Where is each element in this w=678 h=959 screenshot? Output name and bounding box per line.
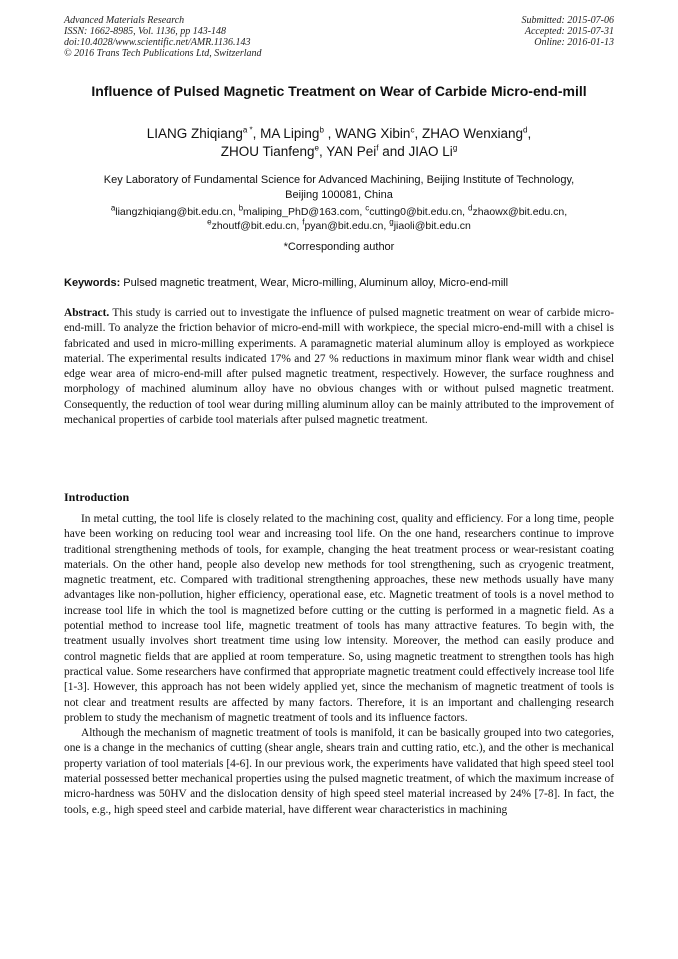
journal-issn: ISSN: 1662-8985, Vol. 1136, pp 143-148: [64, 26, 227, 37]
keywords: [64, 276, 614, 290]
email-mark: a: [110, 203, 116, 213]
author-separator: ,: [527, 126, 532, 141]
keywords-text: Pulsed magnetic treatment, Wear, Micro-milling, Aluminum alloy, Micro-end-mill: [120, 277, 509, 289]
author-mark: g: [452, 143, 458, 153]
abstract-label: Abstract.: [64, 307, 110, 319]
author-name: WANG Xibin: [335, 126, 411, 141]
author-separator: ,: [318, 144, 327, 159]
author-separator: ,: [252, 126, 261, 141]
author-emails: [40, 205, 638, 233]
email-address[interactable]: zhoutf@bit.edu.cn,: [211, 220, 303, 232]
email-address[interactable]: zhaowx@bit.edu.cn,: [472, 206, 568, 218]
author-separator: ,: [414, 126, 422, 141]
email-address[interactable]: jiaoli@bit.edu.cn: [393, 220, 471, 232]
email-mark: c: [365, 203, 370, 213]
journal-info: [64, 15, 262, 59]
corresponding-author-note: *Corresponding author: [283, 241, 395, 253]
online-date: Online: 2016-01-13: [534, 37, 614, 48]
keywords-label: Keywords:: [64, 277, 121, 289]
intro-paragraph: In metal cutting, the tool life is closely related to the machining cost, quality and efficiency. For a long time, people have been working on reducing tool wear and increasing tool life. On the one hand, researchers continue to improve traditional strengthening methods of tools, for example, changing the heat treatment process or wear-resistant coating materials. On the other hand, people also develop new methods for tool strengthening, such as cryogenic treatment, magnetic treatment, etc. Compared with traditional strengthening approaches, these new methods usually have many advantages like non-pollution, higher efficiency, operational ease, etc. Magnetic treatment of tools is a novel method to increase tool life in which the tool is magnetized before cutting or the cutting is performed in a magnetic field. As a potential method to increase tool life, magnetic treatment of tools has many attractive features. To begin with, the treatment usually involves short treatment time using low intensity. Moreover, the method can easily produce and control magnetic fields that are applied at room temperature. So, using magnetic treatment to strengthen tools has high practical value. Some researchers have confirmed that appropriate magnetic treatment could effectively increase tool life [1-3]. However, this approach has not been widely applied yet, since the mechanism of magnetic treatment of tools is not clear and treatment results are affected by many factors. Therefore, it is an important and challenging research problem to study the mechanism of magnetic treatment of tools and its influence factors.: [64, 513, 614, 724]
author-mark: e: [314, 143, 319, 153]
email-address[interactable]: cutting0@bit.edu.cn,: [369, 206, 468, 218]
author-list: [60, 125, 618, 161]
author-separator: ,: [323, 126, 336, 141]
author-mark: f: [376, 143, 379, 153]
author-name: ZHAO Wenxiang: [421, 126, 523, 141]
accepted-date: Accepted: 2015-07-31: [524, 26, 614, 37]
email-mark: e: [207, 217, 212, 227]
journal-copyright: © 2016 Trans Tech Publications Ltd, Switzerland: [64, 48, 262, 59]
author-name: ZHOU Tianfeng: [220, 144, 315, 159]
affiliation: [60, 173, 618, 203]
paper-title: Influence of Pulsed Magnetic Treatment on Wear of Carbide Micro-end-mill: [91, 83, 587, 99]
abstract: [64, 306, 614, 428]
intro-paragraph: Although the mechanism of magnetic treatment of tools is manifold, it can be basically grouped into two categories, one is a change in the mechanics of cutting (shear angle, shears train and cutting ratio, etc.), and the other is mechanical property variation of tool materials [4-6]. In our previous work, the experiments have validated that high speed steel tool material possessed better mechanical properties using the pulsed magnetic treatment, of which the maximum increase of micro-hardness was 50HV and the dislocation density of high speed steel material increased by 24% [7-8]. In fact, the tools, e.g., high speed steel and carbide material, have different wear characteristics in machining: [64, 727, 614, 816]
email-mark: d: [468, 203, 473, 213]
author-mark: b: [319, 125, 324, 135]
author-name: YAN Pei: [326, 144, 377, 159]
email-address[interactable]: liangzhiqiang@bit.edu.cn,: [115, 206, 239, 218]
email-mark: g: [389, 217, 394, 227]
author-separator: and: [378, 144, 409, 159]
submitted-date: Submitted: 2015-07-06: [521, 15, 614, 26]
author-name: JIAO Li: [408, 144, 453, 159]
introduction-section: [64, 512, 614, 818]
abstract-text: This study is carried out to investigate the influence of pulsed magnetic treatment on wear of carbide micro-end-mill. To analyze the friction behavior of micro-end-mill with workpiece, the special micro-end-mill with a chisel is fabricated and used in micro-milling experiments. A paramagnetic material aluminum alloy is employed as workpiece material. The experimental results indicated 17% and 27 % reductions in maximum minor flank wear width and chisel edge wear area of micro-end-mill after pulsed magnetic treatment, respectively. However, the surface roughness and morphology of machined aluminum alloy have no obvious changes with or without pulsed magnetic treatment. Consequently, the reduction of tool wear during milling aluminum alloy can be mainly attributed to the improvement of mechanical properties of carbide tool materials after pulsed magnetic treatment.: [64, 307, 614, 427]
email-mark: f: [302, 217, 305, 227]
journal-name: Advanced Materials Research: [64, 15, 185, 26]
email-address[interactable]: maliping_PhD@163.com,: [243, 206, 366, 218]
author-mark: d: [523, 125, 528, 135]
author-mark: c: [410, 125, 415, 135]
email-mark: b: [238, 203, 244, 213]
submission-dates: [522, 15, 615, 48]
affiliation-line: Beijing 100081, China: [285, 189, 393, 201]
journal-doi: doi:10.4028/www.scientific.net/AMR.1136.143: [64, 37, 251, 48]
section-heading-introduction: Introduction: [64, 490, 130, 504]
affiliation-line: Key Laboratory of Fundamental Science for Advanced Machining, Beijing Institute of Technology,: [103, 174, 575, 186]
author-name: MA Liping: [260, 126, 320, 141]
author-mark: a *: [242, 125, 253, 135]
email-address[interactable]: pyan@bit.edu.cn,: [304, 220, 390, 232]
author-name: LIANG Zhiqiang: [146, 126, 243, 141]
